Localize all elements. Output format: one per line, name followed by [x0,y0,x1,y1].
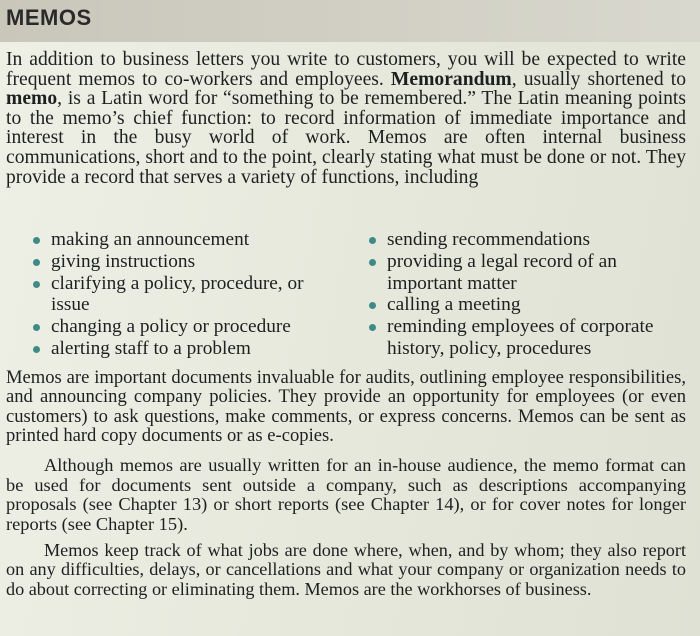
intro-text-2: , usually shortened to [511,68,687,90]
list-item: clarifying a policy, procedure, or issue [30,273,330,317]
paragraph-memo-importance: Memos are important documents invaluable for audits, outlining employee responsibilities, and announcing company policies. They provide an opportunity for employees (or even customers) to ask questions, make comments, or express concerns. Memos can be sent as printed hard copy documents or as e-copies. [6,367,686,447]
list-item: changing a policy or procedure [30,316,330,338]
paragraph-memo-format: Although memos are usually written for an in-house audience, the memo format can be used for documents sent outside a company, such as descriptions accompanying proposals (see Chapter 13) or short reports (see Chapter 14), or for cover notes for longer reports (see Chapter 15). [6,455,686,534]
list-item: making an announcement [30,229,330,251]
term-memo: memo [6,88,58,110]
section-header-band [0,0,700,42]
list-item: sending recommendations [366,229,686,251]
list-item: giving instructions [30,251,330,273]
functions-list-right [366,229,686,360]
list-item: alerting staff to a problem [30,338,330,360]
paragraph-memo-tracking: Memos keep track of what jobs are done where, when, and by whom; they also report on any difficulties, delays, or cancellations and what your company or organization needs to do about correcting or eliminating them. Memos are the workhorses of business. [6,540,686,599]
list-item: calling a meeting [366,294,686,316]
list-item: reminding employees of corporate history, policy, procedures [366,316,686,360]
section-title: MEMOS [6,5,92,30]
intro-paragraph [6,50,686,187]
term-memorandum: Memorandum [390,68,512,90]
list-item: providing a legal record of an important matter [366,251,686,295]
intro-text-1: In addition to business letters you write to customers, you will be expected to write frequent memos to co-workers and employees. [6,49,686,90]
functions-list-left [30,229,330,360]
intro-text-3: , is a Latin word for “something to be remembered.” The Latin meaning points to the memo’s chief function: to record information of immediate importance and interest in the busy world of work. Memos are often internal business communications, short and to the point, clearly stating what must be done or not. They provide a record that serves a variety of functions, including [6,88,686,188]
